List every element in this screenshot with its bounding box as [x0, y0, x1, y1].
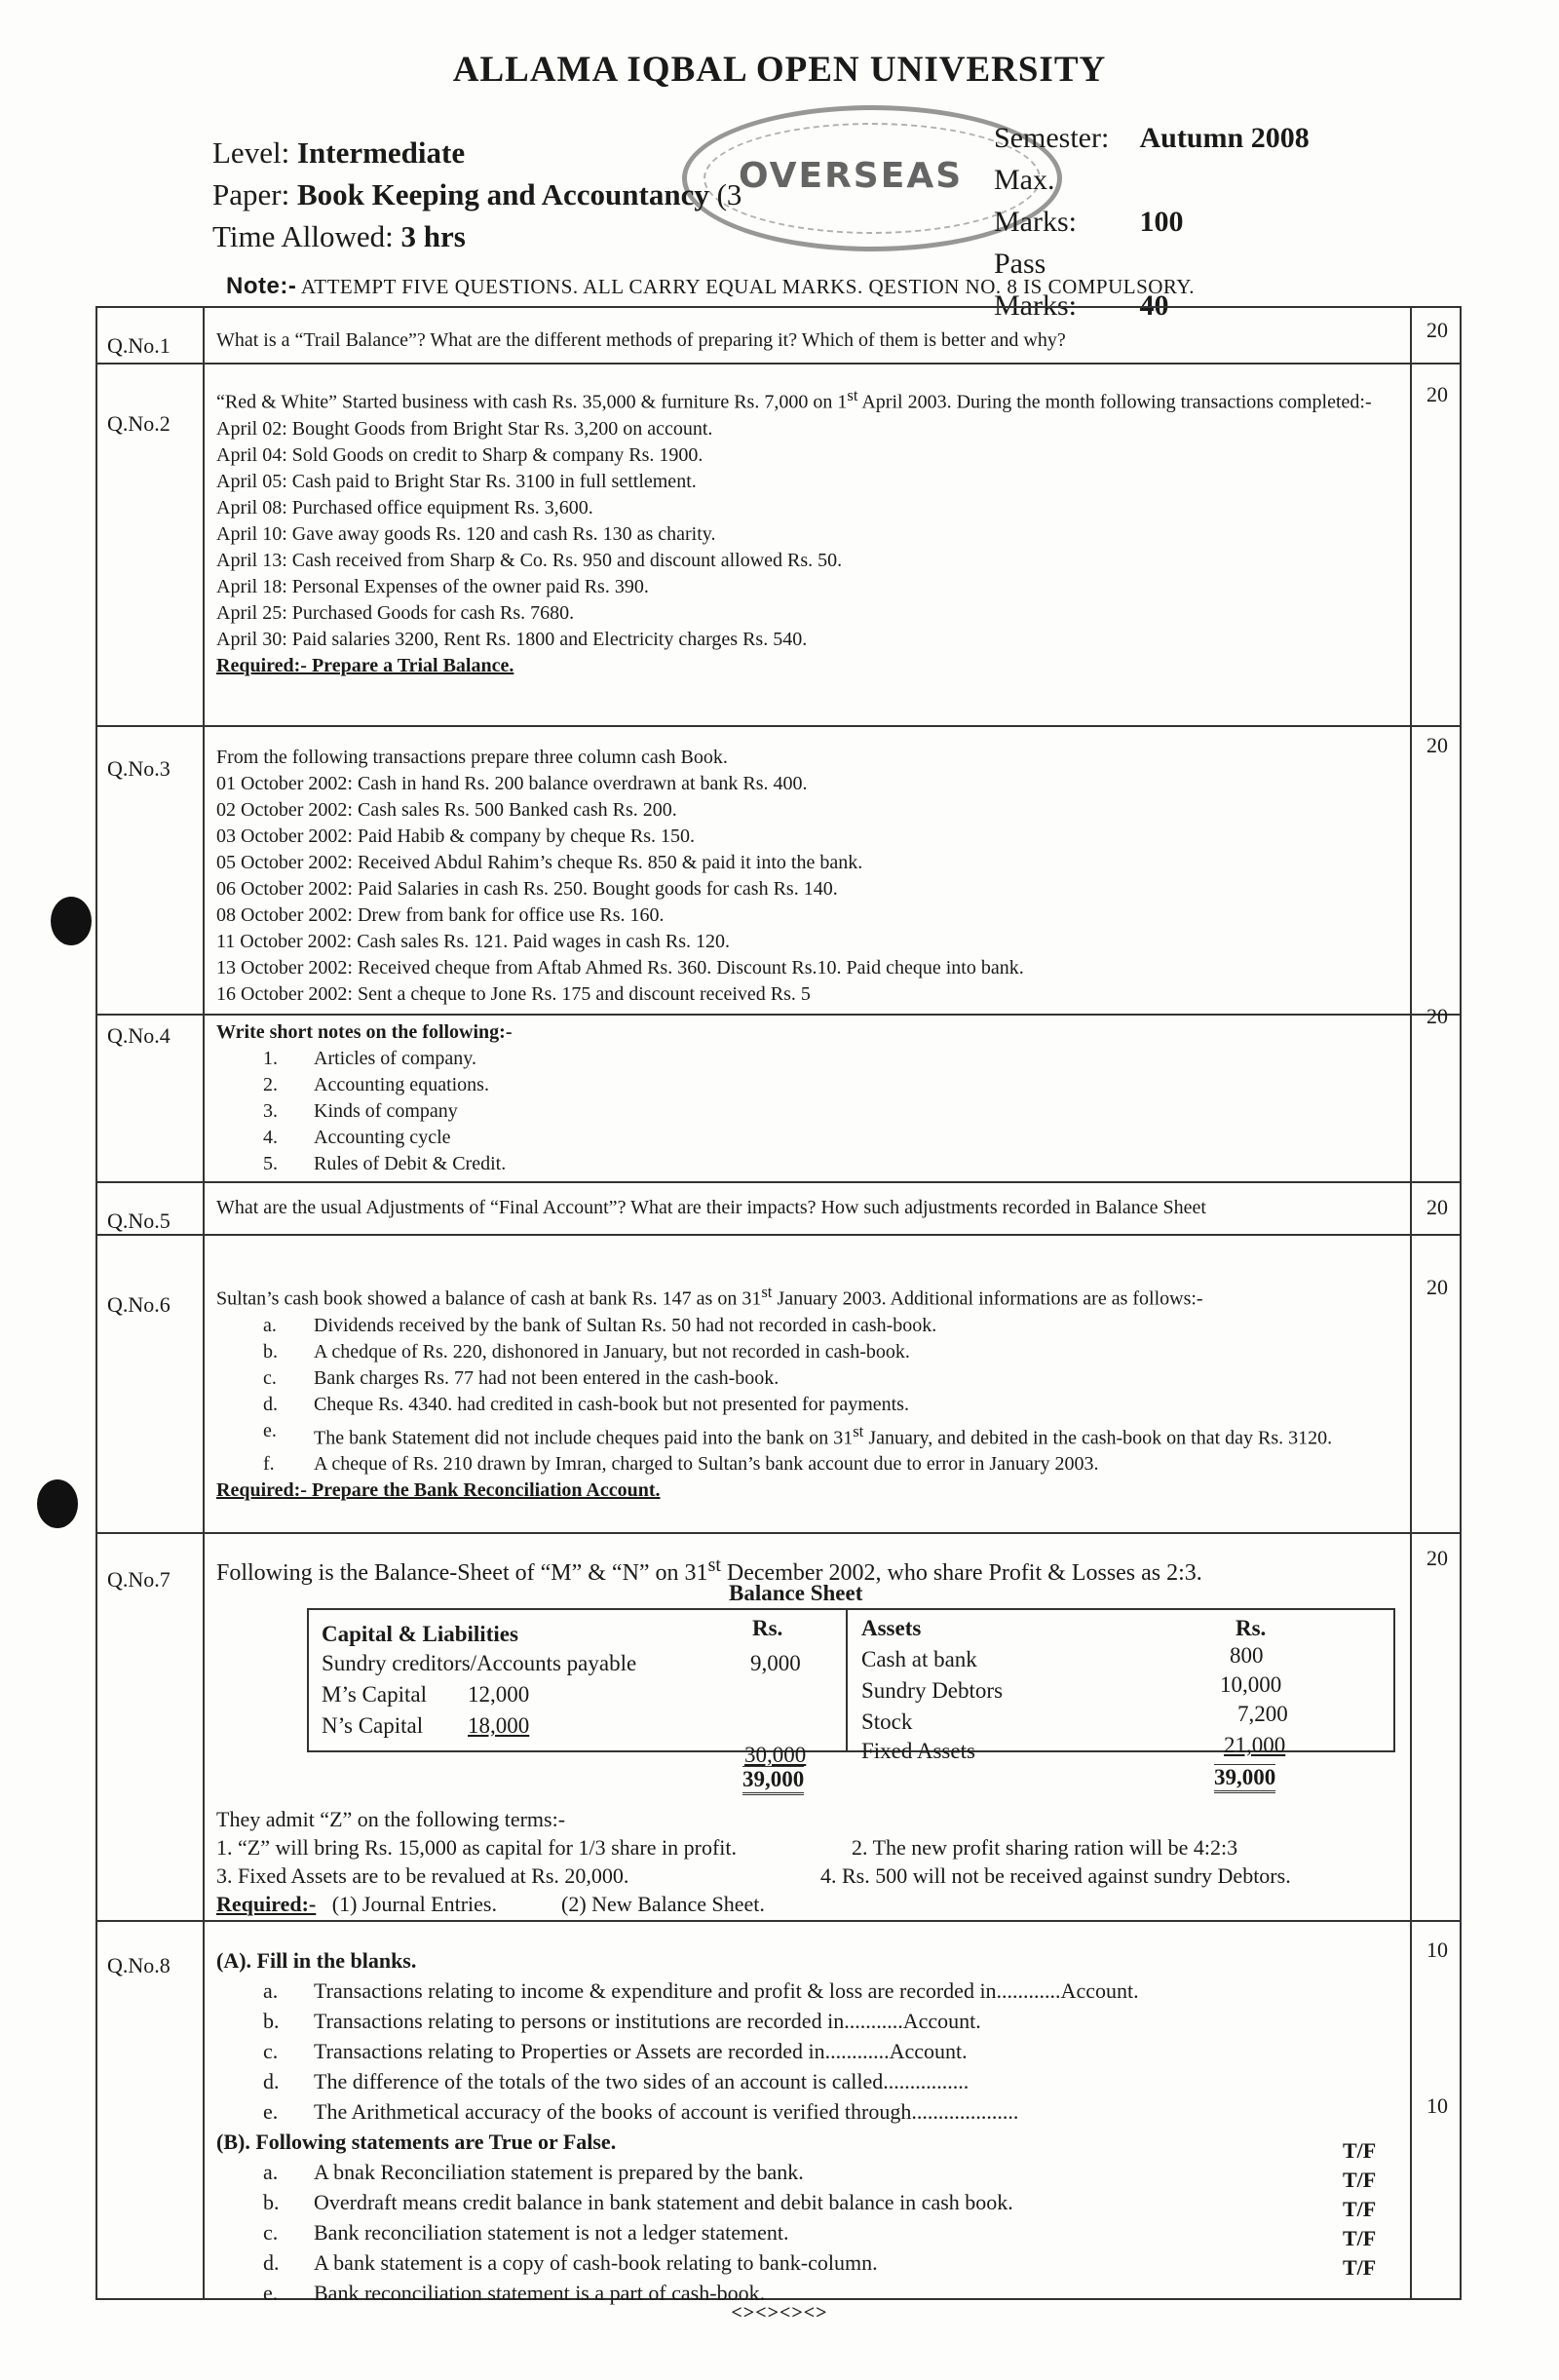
list-item: April 13: Cash received from Sharp & Co. Rs. 950 and discount allowed Rs. 50.	[216, 549, 843, 571]
true-false-marker: T/F	[1343, 2197, 1377, 2221]
university-title: ALLAMA IQBAL OPEN UNIVERSITY	[452, 50, 1107, 90]
list-item: e. Bank reconciliation statement is a part of cash-book.	[263, 2281, 766, 2305]
question-marks: 20	[1426, 1004, 1448, 1028]
term-2: 2. The new profit sharing ration will be 4:2:3	[852, 1835, 1238, 1860]
row-divider	[95, 1532, 1462, 1534]
cash-label: Cash at bank	[861, 1647, 977, 1671]
question-4-intro: Write short notes on the following:-	[216, 1021, 513, 1043]
list-item: 05 October 2002: Received Abdul Rahim’s cheque Rs. 850 & paid it into the bank.	[216, 852, 863, 873]
paper-value: Book Keeping and Accountancy	[296, 177, 709, 211]
list-item: b. Overdraft means credit balance in bank statement and debit balance in cash book.	[263, 2190, 1013, 2214]
balance-sheet-divider	[846, 1608, 848, 1752]
question-6-body	[216, 1279, 1403, 1504]
time-value: 3 hrs	[400, 219, 466, 253]
question-number: Q.No.8	[107, 1953, 171, 1977]
terms-intro: They admit “Z” on the following terms:-	[216, 1807, 566, 1831]
balance-sheet-title: Balance Sheet	[729, 1581, 863, 1605]
part-b-title: (B). Following statements are True or False.	[216, 2130, 617, 2154]
list-item: e. The Arithmetical accuracy of the books of account is verified through....................	[263, 2099, 1019, 2124]
cash-value: 800	[1230, 1643, 1264, 1668]
list-item: 4. Accounting cycle	[263, 1127, 451, 1148]
list-item: April 05: Cash paid to Bright Star Rs. 3100 in full settlement.	[216, 470, 697, 492]
list-item: d. A bank statement is a copy of cash-book relating to bank-column.	[263, 2250, 878, 2275]
question-number: Q.No.3	[107, 756, 171, 781]
question-number: Q.No.1	[107, 333, 171, 358]
question-7-intro: Following is the Balance-Sheet of “M” & “N” on 31st December 2002, who share Profit & Losses as 2:3.	[216, 1555, 1202, 1586]
list-item: 03 October 2002: Paid Habib & company by cheque Rs. 150.	[216, 825, 696, 847]
list-item: 02 October 2002: Cash sales Rs. 500 Banked cash Rs. 200.	[216, 799, 677, 821]
question-marks: 20	[1426, 733, 1448, 757]
term-1: 1. “Z” will bring Rs. 15,000 as capital for 1/3 share in profit.	[216, 1835, 737, 1860]
list-item: April 30: Paid salaries 3200, Rent Rs. 1800 and Electricity charges Rs. 540.	[216, 628, 808, 650]
level-line: Level: Intermediate	[212, 135, 466, 170]
question-number: Q.No.6	[107, 1292, 171, 1317]
true-false-marker: T/F	[1343, 2226, 1377, 2250]
list-item: d. The difference of the totals of the two sides of an account is called................	[263, 2069, 970, 2093]
assets-total: 39,000	[1214, 1764, 1275, 1793]
liabilities-rs-header: Rs.	[752, 1616, 783, 1640]
row-divider	[95, 1181, 1462, 1183]
end-marker: <><><><>	[731, 2302, 828, 2323]
question-3-body	[216, 745, 1403, 1008]
assets-header: Assets	[861, 1616, 922, 1640]
list-item: d. Cheque Rs. 4340. had credited in cash-book but not presented for payments.	[263, 1393, 909, 1415]
question-number: Q.No.7	[107, 1567, 171, 1592]
term-4: 4. Rs. 500 will not be received against sundry Debtors.	[820, 1863, 1291, 1888]
n-capital-label: N’s Capital	[322, 1713, 424, 1738]
question-7-required: Required:- (1) Journal Entries. (2) New Balance Sheet.	[216, 1892, 765, 1916]
list-item: April 08: Purchased office equipment Rs. 3,600.	[216, 496, 593, 518]
question-6-intro: Sultan’s cash book showed a balance of cash at bank Rs. 147 as on 31st January 2003. Additional informations are as follows:-	[216, 1283, 1203, 1310]
header-left	[212, 132, 741, 257]
row-divider	[95, 1234, 1462, 1236]
list-item: 2. Accounting equations.	[263, 1074, 489, 1095]
list-item: b. A chedque of Rs. 220, dishonored in January, but not recorded in cash-book.	[263, 1340, 910, 1363]
row-divider	[95, 363, 1462, 365]
semester-value: Autumn 2008	[1139, 122, 1310, 154]
list-item: c. Bank charges Rs. 77 had not been entered in the cash-book.	[263, 1366, 780, 1389]
list-item: c. Transactions relating to Properties or Assets are recorded in............Account.	[263, 2039, 968, 2063]
list-item: 16 October 2002: Sent a cheque to Jone Rs. 175 and discount received Rs. 5	[216, 983, 811, 1005]
list-item: f. A cheque of Rs. 210 drawn by Imran, charged to Sultan’s bank account due to error in January 2003.	[263, 1453, 1099, 1476]
question-5-text: What are the usual Adjustments of “Final Account”? What are their impacts? How such adjustments recorded in Balance Sheet	[216, 1197, 1206, 1218]
question-marks: 20	[1426, 1546, 1448, 1570]
list-item: April 25: Purchased Goods for cash Rs. 7680.	[216, 601, 575, 624]
true-false-marker: T/F	[1343, 2168, 1377, 2192]
fixed-assets-value: 21,000	[1224, 1733, 1286, 1757]
list-item: a. Dividends received by the bank of Sultan Rs. 50 had not recorded in cash-book.	[263, 1314, 937, 1336]
n-capital-value: 18,000	[468, 1713, 530, 1738]
question-4-body	[216, 1019, 1403, 1177]
list-item: April 18: Personal Expenses of the owner paid Rs. 390.	[216, 575, 649, 597]
list-item: 01 October 2002: Cash in hand Rs. 200 balance overdrawn at bank Rs. 400.	[216, 773, 808, 794]
pass-marks-value: 40	[1139, 289, 1169, 322]
list-item: 08 October 2002: Drew from bank for office use Rs. 160.	[216, 904, 665, 926]
question-3-intro: From the following transactions prepare three column cash Book.	[216, 747, 728, 768]
question-marks: 20	[1426, 1195, 1448, 1219]
semester-line: Semester: Autumn 2008	[994, 122, 1310, 154]
column-divider-left	[203, 306, 205, 2300]
question-2-required: Required:- Prepare a Trial Balance.	[216, 654, 514, 676]
row-divider	[95, 1920, 1462, 1922]
creditors-value: 9,000	[750, 1651, 801, 1675]
list-item: 13 October 2002: Received cheque from Aftab Ahmed Rs. 360. Discount Rs.10. Paid cheque into bank.	[216, 957, 1024, 979]
question-marks: 20	[1426, 318, 1448, 342]
list-item: e. The bank Statement did not include cheques paid into the bank on 31st January, and debited in the cash-book on that day Rs. 3120.	[263, 1419, 1333, 1449]
debtors-label: Sundry Debtors	[861, 1678, 1004, 1703]
row-divider	[95, 725, 1462, 727]
punch-hole	[37, 1479, 78, 1528]
paper-line: Paper: Book Keeping and Accountancy (3	[212, 177, 742, 211]
question-marks-a: 10	[1426, 1938, 1448, 1962]
pass-marks-line: Pass Marks: 40	[994, 248, 1169, 322]
question-number: Q.No.2	[107, 411, 171, 436]
punch-hole	[51, 897, 92, 945]
terms-row	[216, 1862, 1403, 1890]
question-number: Q.No.5	[107, 1209, 171, 1233]
question-marks-b: 10	[1426, 2093, 1448, 2118]
paper-code: (3	[716, 177, 742, 211]
list-item: April 10: Gave away goods Rs. 120 and cash Rs. 130 as charity.	[216, 522, 716, 545]
creditors-label: Sundry creditors/Accounts payable	[322, 1651, 637, 1675]
stock-value: 7,200	[1237, 1702, 1288, 1726]
list-item: a. A bnak Reconciliation statement is prepared by the bank.	[263, 2160, 804, 2184]
term-3: 3. Fixed Assets are to be revalued at Rs. 20,000.	[216, 1863, 629, 1888]
instructions-note: Note:- ATTEMPT FIVE QUESTIONS. ALL CARRY EQUAL MARKS. QESTION NO. 8 IS COMPULSORY.	[226, 273, 1195, 299]
question-marks: 20	[1426, 382, 1448, 406]
list-item: April 04: Sold Goods on credit to Sharp & company Rs. 1900.	[216, 443, 703, 466]
m-capital-value: 12,000	[468, 1682, 530, 1707]
liabilities-header: Capital & Liabilities	[322, 1622, 518, 1646]
fixed-assets-label: Fixed Assets	[861, 1739, 975, 1763]
list-item: April 02: Bought Goods from Bright Star Rs. 3,200 on account.	[216, 417, 713, 440]
capital-sum: 30,000	[744, 1743, 807, 1767]
question-1-text: What is a “Trail Balance”? What are the different methods of preparing it? Which of them is better and why?	[216, 329, 1066, 351]
list-item: 1. Articles of company.	[263, 1048, 476, 1069]
question-2-body	[216, 382, 1403, 679]
list-item: a. Transactions relating to income & expenditure and profit & loss are recorded in............Account.	[263, 1978, 1139, 2003]
question-8-body	[216, 1945, 1403, 2308]
stock-label: Stock	[861, 1709, 913, 1734]
question-marks: 20	[1426, 1275, 1448, 1299]
list-item: 3. Kinds of company	[263, 1100, 458, 1122]
time-line: Time Allowed: 3 hrs	[212, 219, 466, 253]
liabilities-total: 39,000	[742, 1766, 804, 1795]
level-value: Intermediate	[296, 135, 466, 170]
max-marks-value: 100	[1139, 206, 1184, 238]
column-divider-right	[1410, 306, 1412, 2300]
max-marks-line: Max. Marks: 100	[994, 164, 1184, 238]
question-7-terms	[216, 1805, 1403, 1918]
list-item: 11 October 2002: Cash sales Rs. 121. Paid wages in cash Rs. 120.	[216, 931, 730, 952]
list-item: 5. Rules of Debit & Credit.	[263, 1153, 507, 1174]
terms-row	[216, 1833, 1403, 1862]
debtors-value: 10,000	[1220, 1672, 1282, 1697]
list-item: b. Transactions relating to persons or institutions are recorded in...........Account.	[263, 2009, 981, 2033]
m-capital-label: M’s Capital	[322, 1682, 427, 1707]
question-6-required: Required:- Prepare the Bank Reconciliation Account.	[216, 1479, 661, 1502]
part-a-title: (A). Fill in the blanks.	[216, 1948, 417, 1973]
row-divider	[95, 1014, 1462, 1016]
true-false-marker: T/F	[1343, 2255, 1377, 2280]
question-number: Q.No.4	[107, 1023, 171, 1048]
assets-rs-header: Rs.	[1236, 1616, 1267, 1640]
list-item: 06 October 2002: Paid Salaries in cash Rs. 250. Bought goods for cash Rs. 140.	[216, 878, 838, 900]
question-2-intro: “Red & White” Started business with cash Rs. 35,000 & furniture Rs. 7,000 on 1st April 2003. During the month following transactions completed:-	[216, 386, 1372, 413]
stamp-text: OVERSEAS	[739, 156, 964, 196]
true-false-marker: T/F	[1343, 2138, 1377, 2163]
list-item: c. Bank reconciliation statement is not a ledger statement.	[263, 2220, 789, 2245]
